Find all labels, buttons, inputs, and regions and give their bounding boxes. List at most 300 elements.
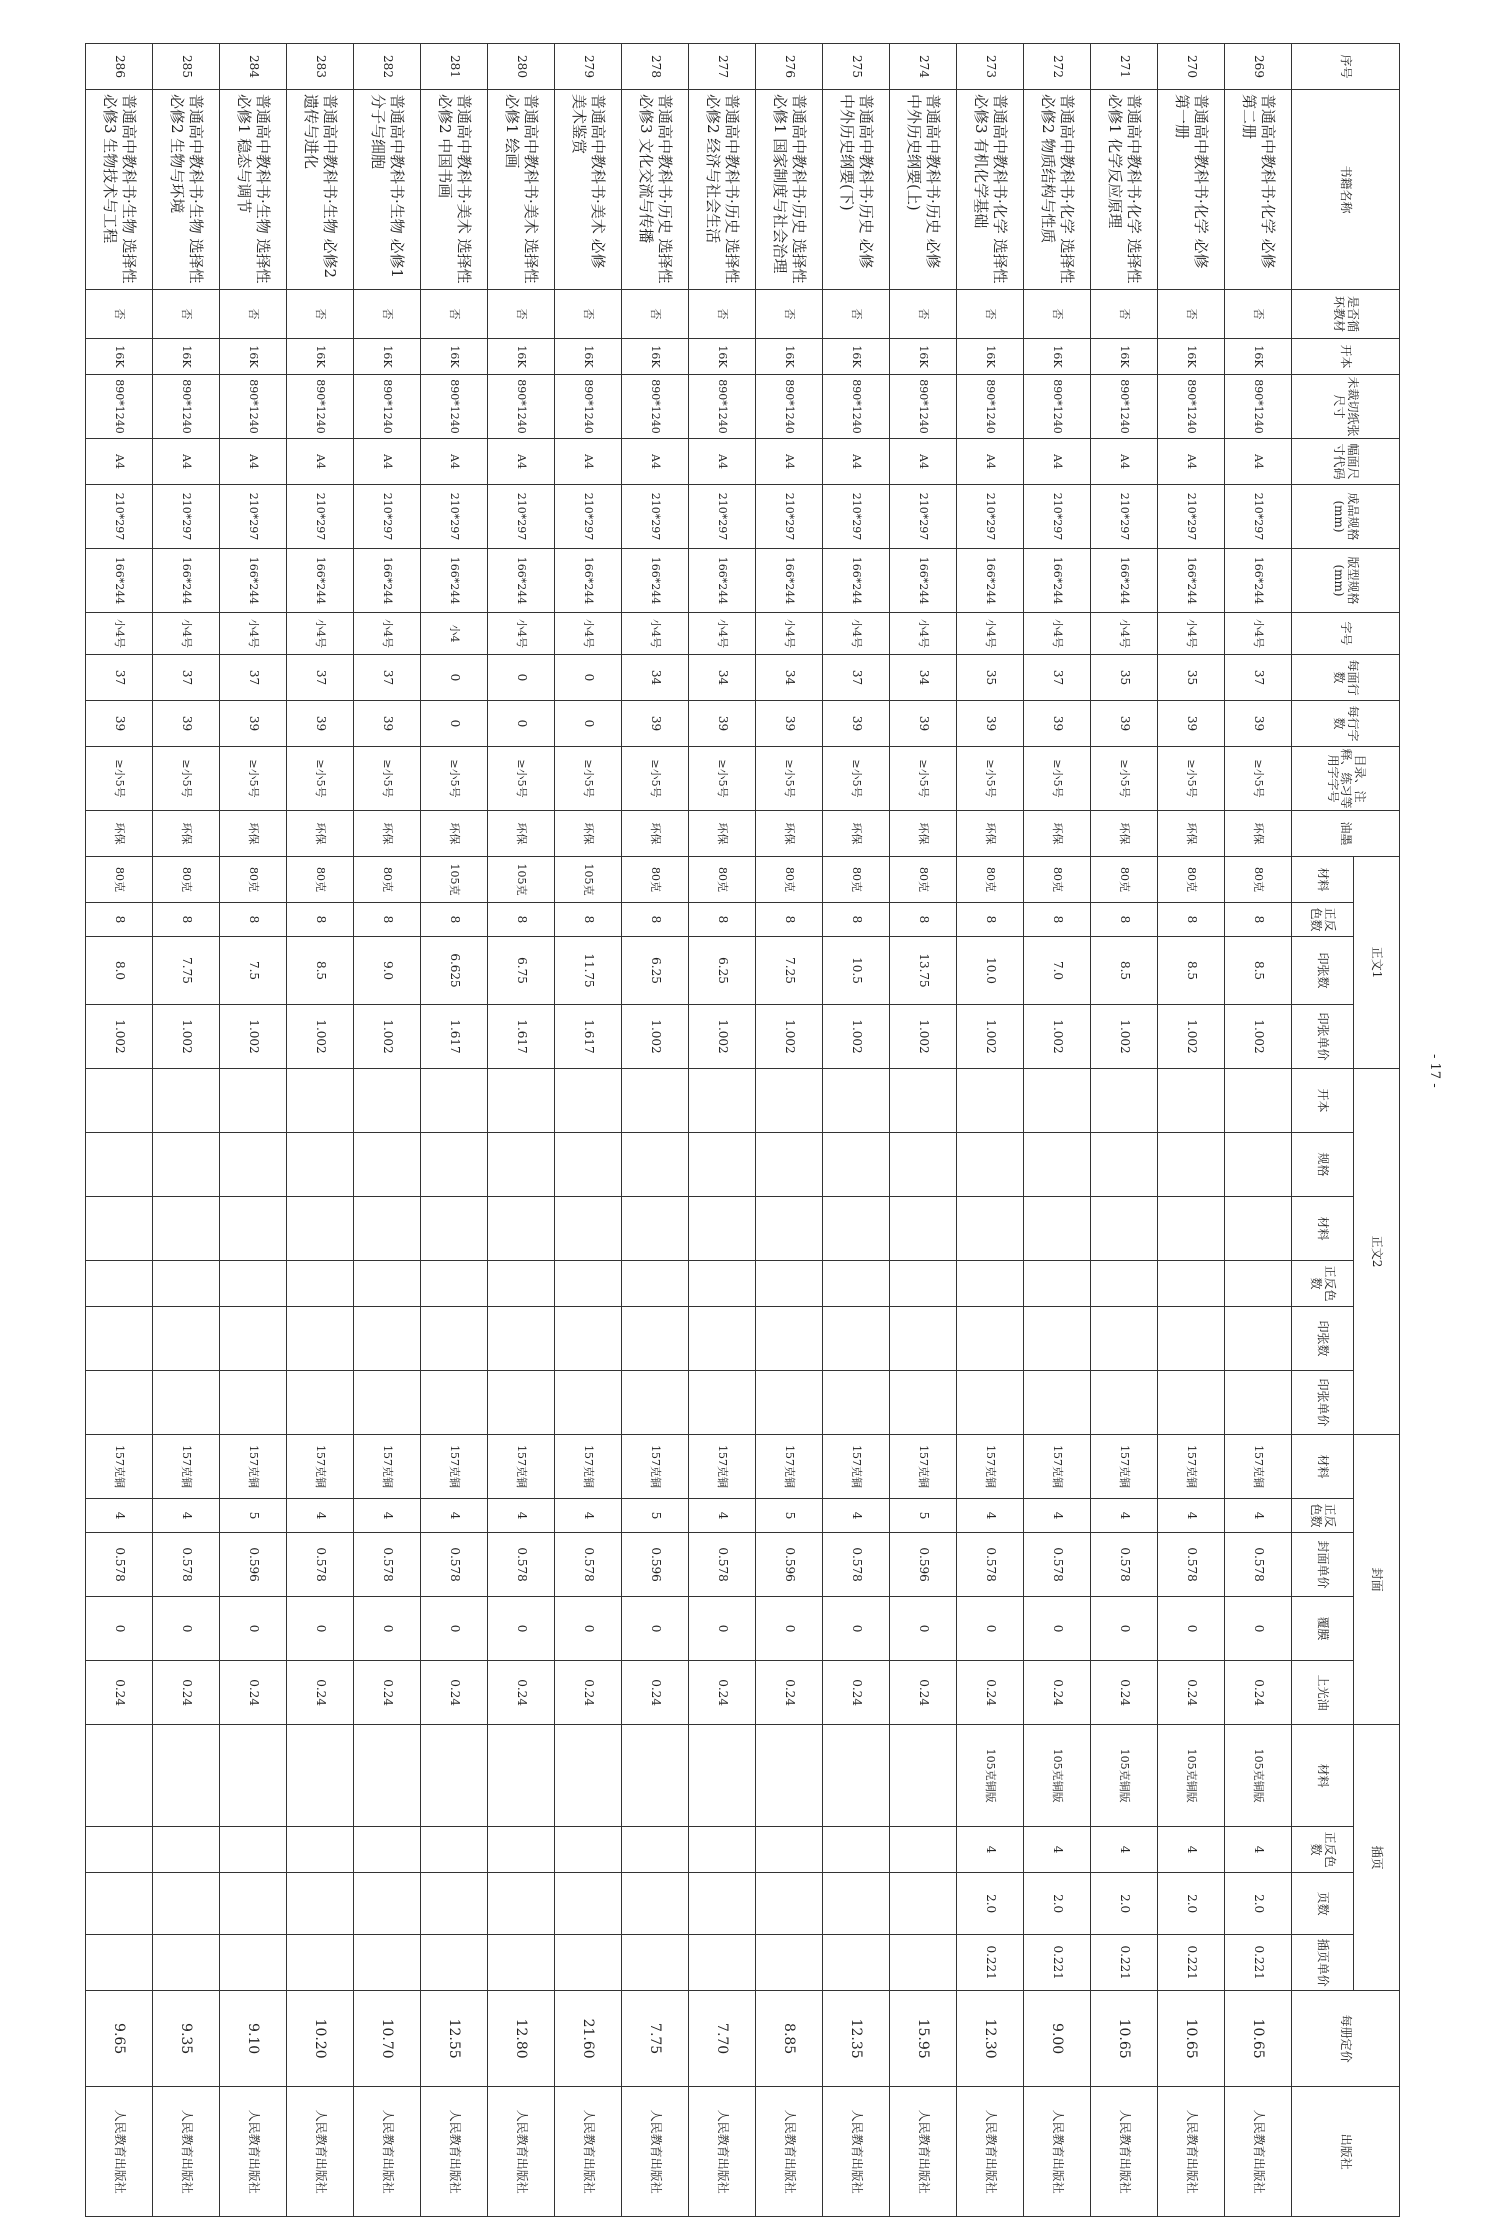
cell-ins-price <box>555 1935 622 1991</box>
cell-ins-price <box>689 1935 756 1991</box>
cell-b1-price: 1.002 <box>1158 1005 1225 1069</box>
cell-layout: 166*244 <box>354 549 421 613</box>
cell-ins-price <box>354 1935 421 1991</box>
cell-b1-price: 1.617 <box>488 1005 555 1069</box>
cell-name: 普通高中教科书·美术 必修 美术鉴赏 <box>555 90 622 290</box>
cell-body2-empty <box>823 1069 890 1133</box>
cell-chars: 39 <box>153 701 220 747</box>
cell-chars: 39 <box>1158 701 1225 747</box>
cell-price: 12.80 <box>488 1991 555 2087</box>
cell-notes-font: ≥小5号 <box>622 747 689 811</box>
cell-cv-price: 0.578 <box>287 1533 354 1597</box>
cell-cv-mat: 157克铜 <box>1091 1435 1158 1499</box>
cell-ins-mat <box>823 1725 890 1827</box>
cell-body2-empty <box>287 1069 354 1133</box>
cell-seq: 270 <box>1158 44 1225 90</box>
cell-cv-price: 0.578 <box>153 1533 220 1597</box>
cell-body2-empty <box>1024 1371 1091 1435</box>
cell-cv-film: 0 <box>622 1597 689 1661</box>
cell-b1-mat: 80克 <box>1225 857 1292 903</box>
cell-ink: 环保 <box>1158 811 1225 857</box>
col-header-price: 每册定价 <box>1292 1991 1400 2087</box>
cell-code: A4 <box>488 439 555 485</box>
cell-body2-empty <box>756 1197 823 1261</box>
cell-publisher: 人民教育出版社 <box>86 2087 153 2217</box>
cell-paper: 890*1240 <box>823 375 890 439</box>
cell-body2-empty <box>354 1069 421 1133</box>
cell-b1-sheets: 7.25 <box>756 937 823 1005</box>
cell-lines: 35 <box>957 655 1024 701</box>
cell-cv-price: 0.578 <box>354 1533 421 1597</box>
cell-ins-pages <box>287 1873 354 1935</box>
col-header-name: 书籍名称 <box>1292 90 1400 290</box>
cell-recycle: 否 <box>354 290 421 339</box>
cell-body2-empty <box>689 1197 756 1261</box>
table-row <box>1091 44 1158 2217</box>
cell-b1-sheets: 9.0 <box>354 937 421 1005</box>
cell-format: 16K <box>756 339 823 375</box>
cell-ins-pages <box>153 1873 220 1935</box>
cell-code: A4 <box>1158 439 1225 485</box>
cell-finished: 210*297 <box>890 485 957 549</box>
cell-code: A4 <box>689 439 756 485</box>
cell-b1-col: 8 <box>1158 903 1225 937</box>
cell-chars: 39 <box>957 701 1024 747</box>
cell-format: 16K <box>622 339 689 375</box>
cell-layout: 166*244 <box>957 549 1024 613</box>
cell-seq: 275 <box>823 44 890 90</box>
cell-body2-empty <box>86 1197 153 1261</box>
cell-body2-empty <box>1225 1261 1292 1307</box>
cell-price: 10.20 <box>287 1991 354 2087</box>
cell-ins-price <box>622 1935 689 1991</box>
cell-ins-mat <box>354 1725 421 1827</box>
cell-font: 小4号 <box>488 613 555 655</box>
cell-name: 普通高中教科书·生物 必修2 遗传与进化 <box>287 90 354 290</box>
cell-name: 普通高中教科书·生物 选择性必修3 生物技术与工程 <box>86 90 153 290</box>
cell-ins-pages: 2.0 <box>957 1873 1024 1935</box>
cell-body2-empty <box>957 1069 1024 1133</box>
sub-header-ins-pages: 页数 <box>1292 1873 1354 1935</box>
cell-publisher: 人民教育出版社 <box>354 2087 421 2217</box>
table-row <box>86 44 153 2217</box>
cell-b1-price: 1.002 <box>220 1005 287 1069</box>
cell-b1-col: 8 <box>287 903 354 937</box>
table-row <box>689 44 756 2217</box>
cell-b1-price: 1.002 <box>957 1005 1024 1069</box>
col-header-format: 开本 <box>1292 339 1400 375</box>
cell-b1-mat: 80克 <box>220 857 287 903</box>
table-row <box>555 44 622 2217</box>
cell-b1-sheets: 6.625 <box>421 937 488 1005</box>
cell-body2-empty <box>488 1307 555 1371</box>
cell-cv-mat: 157克铜 <box>1158 1435 1225 1499</box>
cell-ins-pages: 2.0 <box>1158 1873 1225 1935</box>
cell-price: 10.65 <box>1158 1991 1225 2087</box>
cell-cv-oil: 0.24 <box>421 1661 488 1725</box>
cell-body2-empty <box>488 1069 555 1133</box>
cell-publisher: 人民教育出版社 <box>823 2087 890 2217</box>
cell-ink: 环保 <box>823 811 890 857</box>
cell-ins-mat <box>555 1725 622 1827</box>
cell-publisher: 人民教育出版社 <box>220 2087 287 2217</box>
col-header-lines: 每面行数 <box>1292 655 1400 701</box>
cell-b1-sheets: 7.5 <box>220 937 287 1005</box>
cell-b1-col: 8 <box>220 903 287 937</box>
table-row <box>153 44 220 2217</box>
cell-recycle: 否 <box>823 290 890 339</box>
cell-body2-empty <box>957 1307 1024 1371</box>
cell-body2-empty <box>1024 1069 1091 1133</box>
cell-cv-oil: 0.24 <box>1158 1661 1225 1725</box>
cell-ins-mat <box>622 1725 689 1827</box>
cell-ins-col <box>86 1827 153 1873</box>
cell-format: 16K <box>287 339 354 375</box>
cell-ins-mat <box>890 1725 957 1827</box>
cell-b1-price: 1.002 <box>622 1005 689 1069</box>
cell-finished: 210*297 <box>1158 485 1225 549</box>
cell-paper: 890*1240 <box>1091 375 1158 439</box>
cell-body2-empty <box>555 1261 622 1307</box>
cell-body2-empty <box>555 1197 622 1261</box>
cell-code: A4 <box>1091 439 1158 485</box>
cell-format: 16K <box>890 339 957 375</box>
cell-publisher: 人民教育出版社 <box>1024 2087 1091 2217</box>
col-header-seq: 序号 <box>1292 44 1400 90</box>
cell-cv-col: 4 <box>823 1499 890 1533</box>
cell-layout: 166*244 <box>1225 549 1292 613</box>
cell-price: 12.35 <box>823 1991 890 2087</box>
cell-b1-sheets: 8.5 <box>1091 937 1158 1005</box>
header-row-top <box>1354 44 1400 2217</box>
cell-notes-font: ≥小5号 <box>756 747 823 811</box>
cell-b1-col: 8 <box>153 903 220 937</box>
table-row <box>488 44 555 2217</box>
cell-paper: 890*1240 <box>1158 375 1225 439</box>
cell-ink: 环保 <box>756 811 823 857</box>
cell-layout: 166*244 <box>287 549 354 613</box>
cell-recycle: 否 <box>153 290 220 339</box>
cell-cv-mat: 157克铜 <box>890 1435 957 1499</box>
group-header-insert: 插页 <box>1354 1725 1400 1991</box>
cell-ins-col: 4 <box>1024 1827 1091 1873</box>
cell-cv-mat: 157克铜 <box>354 1435 421 1499</box>
cell-b1-sheets: 6.25 <box>622 937 689 1005</box>
cell-cv-price: 0.578 <box>1158 1533 1225 1597</box>
cell-layout: 166*244 <box>220 549 287 613</box>
cell-b1-col: 8 <box>354 903 421 937</box>
cell-recycle: 否 <box>689 290 756 339</box>
cell-body2-empty <box>1225 1197 1292 1261</box>
cell-finished: 210*297 <box>1024 485 1091 549</box>
cell-notes-font: ≥小5号 <box>220 747 287 811</box>
textbook-spec-table-container <box>85 43 1400 2194</box>
cell-body2-empty <box>421 1371 488 1435</box>
cell-ins-col: 4 <box>1091 1827 1158 1873</box>
cell-format: 16K <box>1024 339 1091 375</box>
cell-cv-col: 4 <box>957 1499 1024 1533</box>
table-row <box>622 44 689 2217</box>
cell-seq: 278 <box>622 44 689 90</box>
cell-paper: 890*1240 <box>1024 375 1091 439</box>
cell-code: A4 <box>86 439 153 485</box>
cell-chars: 39 <box>890 701 957 747</box>
cell-cv-mat: 157克铜 <box>756 1435 823 1499</box>
cell-body2-empty <box>153 1371 220 1435</box>
cell-body2-empty <box>287 1197 354 1261</box>
cell-layout: 166*244 <box>488 549 555 613</box>
cell-b1-price: 1.002 <box>689 1005 756 1069</box>
table-row <box>220 44 287 2217</box>
cell-b1-sheets: 8.0 <box>86 937 153 1005</box>
cell-cv-oil: 0.24 <box>555 1661 622 1725</box>
cell-font: 小4号 <box>220 613 287 655</box>
cell-body2-empty <box>86 1069 153 1133</box>
cell-body2-empty <box>1158 1261 1225 1307</box>
cell-lines: 37 <box>86 655 153 701</box>
cell-recycle: 否 <box>622 290 689 339</box>
cell-body2-empty <box>1091 1197 1158 1261</box>
cell-cv-oil: 0.24 <box>1024 1661 1091 1725</box>
cell-seq: 276 <box>756 44 823 90</box>
cell-body2-empty <box>153 1133 220 1197</box>
cell-body2-empty <box>756 1261 823 1307</box>
sub-header-b2-sheet-price: 印张单价 <box>1292 1371 1354 1435</box>
cell-font: 小4号 <box>622 613 689 655</box>
cell-body2-empty <box>153 1069 220 1133</box>
cell-body2-empty <box>1091 1069 1158 1133</box>
cell-ins-mat: 105克铜版 <box>1091 1725 1158 1827</box>
cell-b1-sheets: 10.5 <box>823 937 890 1005</box>
cell-ins-col: 4 <box>1158 1827 1225 1873</box>
cell-publisher: 人民教育出版社 <box>689 2087 756 2217</box>
cell-cv-col: 4 <box>153 1499 220 1533</box>
cell-seq: 280 <box>488 44 555 90</box>
cell-body2-empty <box>153 1197 220 1261</box>
cell-chars: 39 <box>823 701 890 747</box>
cell-ins-price <box>86 1935 153 1991</box>
cell-b1-col: 8 <box>957 903 1024 937</box>
cell-finished: 210*297 <box>153 485 220 549</box>
cell-font: 小4号 <box>1225 613 1292 655</box>
cell-cv-price: 0.596 <box>622 1533 689 1597</box>
cell-name: 普通高中教科书·化学 选择性必修3 有机化学基础 <box>957 90 1024 290</box>
cell-layout: 166*244 <box>1091 549 1158 613</box>
cell-paper: 890*1240 <box>555 375 622 439</box>
group-header-body2: 正文2 <box>1354 1069 1400 1435</box>
cell-finished: 210*297 <box>957 485 1024 549</box>
cell-lines: 34 <box>890 655 957 701</box>
cell-cv-col: 5 <box>220 1499 287 1533</box>
cell-font: 小4号 <box>1091 613 1158 655</box>
cell-cv-col: 4 <box>421 1499 488 1533</box>
textbook-spec-table <box>85 43 1400 2217</box>
cell-finished: 210*297 <box>689 485 756 549</box>
cell-paper: 890*1240 <box>689 375 756 439</box>
cell-body2-empty <box>957 1197 1024 1261</box>
cell-seq: 272 <box>1024 44 1091 90</box>
cell-font: 小4号 <box>1158 613 1225 655</box>
cell-code: A4 <box>1225 439 1292 485</box>
cell-cv-col: 4 <box>1024 1499 1091 1533</box>
cell-layout: 166*244 <box>86 549 153 613</box>
cell-price: 9.65 <box>86 1991 153 2087</box>
col-header-paper-size: 未裁切纸张尺寸 <box>1292 375 1400 439</box>
cell-b1-mat: 80克 <box>1158 857 1225 903</box>
cell-cv-film: 0 <box>1158 1597 1225 1661</box>
cell-ink: 环保 <box>488 811 555 857</box>
cell-body2-empty <box>421 1261 488 1307</box>
cell-ins-mat <box>153 1725 220 1827</box>
cell-name: 普通高中教科书·历史 选择性必修3 文化交流与传播 <box>622 90 689 290</box>
cell-b1-sheets: 8.5 <box>1158 937 1225 1005</box>
cell-b1-col: 8 <box>86 903 153 937</box>
cell-ins-pages <box>823 1873 890 1935</box>
cell-ins-col <box>555 1827 622 1873</box>
table-row <box>354 44 421 2217</box>
cell-body2-empty <box>488 1261 555 1307</box>
cell-body2-empty <box>957 1261 1024 1307</box>
cell-recycle: 否 <box>220 290 287 339</box>
cell-cv-mat: 157克铜 <box>153 1435 220 1499</box>
cell-ins-mat <box>421 1725 488 1827</box>
cell-notes-font: ≥小5号 <box>555 747 622 811</box>
table-row <box>1225 44 1292 2217</box>
cell-cv-col: 5 <box>890 1499 957 1533</box>
cell-cv-price: 0.578 <box>488 1533 555 1597</box>
cell-ins-mat: 105克铜版 <box>1158 1725 1225 1827</box>
cell-price: 21.60 <box>555 1991 622 2087</box>
cell-b1-sheets: 11.75 <box>555 937 622 1005</box>
cell-code: A4 <box>622 439 689 485</box>
cell-format: 16K <box>354 339 421 375</box>
cell-publisher: 人民教育出版社 <box>1225 2087 1292 2217</box>
cell-lines: 37 <box>823 655 890 701</box>
cell-font: 小4号 <box>1024 613 1091 655</box>
cell-chars: 39 <box>287 701 354 747</box>
cell-cv-price: 0.578 <box>689 1533 756 1597</box>
cell-publisher: 人民教育出版社 <box>488 2087 555 2217</box>
cell-code: A4 <box>957 439 1024 485</box>
cell-body2-empty <box>890 1133 957 1197</box>
cell-seq: 282 <box>354 44 421 90</box>
cell-b1-price: 1.002 <box>890 1005 957 1069</box>
cell-ins-price: 0.221 <box>1024 1935 1091 1991</box>
cell-body2-empty <box>421 1069 488 1133</box>
sub-header-b1-material: 材料 <box>1292 857 1354 903</box>
cell-b1-col: 8 <box>823 903 890 937</box>
cell-chars: 39 <box>689 701 756 747</box>
cell-b1-mat: 105克 <box>421 857 488 903</box>
cell-name: 普通高中教科书·化学 必修 第二册 <box>1225 90 1292 290</box>
cell-finished: 210*297 <box>622 485 689 549</box>
cell-name: 普通高中教科书·美术 选择性必修1 绘画 <box>488 90 555 290</box>
cell-ink: 环保 <box>622 811 689 857</box>
cell-font: 小4号 <box>555 613 622 655</box>
cell-paper: 890*1240 <box>153 375 220 439</box>
cell-cv-price: 0.596 <box>220 1533 287 1597</box>
cell-b1-col: 8 <box>689 903 756 937</box>
cell-b1-col: 8 <box>890 903 957 937</box>
cell-ins-mat <box>287 1725 354 1827</box>
cell-recycle: 否 <box>1024 290 1091 339</box>
cell-cv-oil: 0.24 <box>287 1661 354 1725</box>
cell-price: 9.00 <box>1024 1991 1091 2087</box>
cell-ins-col <box>488 1827 555 1873</box>
cell-ins-price: 0.221 <box>1091 1935 1158 1991</box>
cell-body2-empty <box>1091 1371 1158 1435</box>
cell-body2-empty <box>220 1197 287 1261</box>
cell-body2-empty <box>756 1371 823 1435</box>
cell-body2-empty <box>689 1261 756 1307</box>
table-body <box>86 44 1292 2217</box>
cell-code: A4 <box>1024 439 1091 485</box>
table-row <box>287 44 354 2217</box>
cell-publisher: 人民教育出版社 <box>287 2087 354 2217</box>
cell-finished: 210*297 <box>220 485 287 549</box>
cell-body2-empty <box>890 1307 957 1371</box>
cell-recycle: 否 <box>555 290 622 339</box>
cell-b1-sheets: 8.5 <box>287 937 354 1005</box>
sub-header-ins-material: 材料 <box>1292 1725 1354 1827</box>
cell-layout: 166*244 <box>890 549 957 613</box>
cell-finished: 210*297 <box>354 485 421 549</box>
cell-b1-col: 8 <box>421 903 488 937</box>
cell-body2-empty <box>421 1133 488 1197</box>
cell-body2-empty <box>421 1197 488 1261</box>
cell-cv-col: 5 <box>622 1499 689 1533</box>
cell-cv-price: 0.596 <box>756 1533 823 1597</box>
cell-ins-price <box>220 1935 287 1991</box>
cell-ins-pages <box>689 1873 756 1935</box>
cell-chars: 39 <box>86 701 153 747</box>
cell-body2-empty <box>555 1069 622 1133</box>
cell-cv-mat: 157克铜 <box>421 1435 488 1499</box>
table-row <box>823 44 890 2217</box>
cell-ins-mat <box>689 1725 756 1827</box>
cell-b1-col: 8 <box>555 903 622 937</box>
cell-font: 小4号 <box>287 613 354 655</box>
cell-body2-empty <box>1158 1307 1225 1371</box>
cell-body2-empty <box>890 1069 957 1133</box>
cell-format: 16K <box>823 339 890 375</box>
cell-notes-font: ≥小5号 <box>1225 747 1292 811</box>
cell-lines: 0 <box>555 655 622 701</box>
cell-cv-price: 0.596 <box>890 1533 957 1597</box>
cell-format: 16K <box>555 339 622 375</box>
cell-finished: 210*297 <box>823 485 890 549</box>
cell-cv-col: 5 <box>756 1499 823 1533</box>
cell-recycle: 否 <box>1225 290 1292 339</box>
cell-body2-empty <box>86 1261 153 1307</box>
cell-cv-mat: 157克铜 <box>823 1435 890 1499</box>
cell-ink: 环保 <box>1024 811 1091 857</box>
cell-ins-mat <box>488 1725 555 1827</box>
cell-code: A4 <box>153 439 220 485</box>
cell-ins-price: 0.221 <box>1158 1935 1225 1991</box>
cell-publisher: 人民教育出版社 <box>957 2087 1024 2217</box>
cell-layout: 166*244 <box>756 549 823 613</box>
cell-body2-empty <box>555 1307 622 1371</box>
cell-recycle: 否 <box>756 290 823 339</box>
cell-body2-empty <box>622 1307 689 1371</box>
cell-paper: 890*1240 <box>86 375 153 439</box>
cell-body2-empty <box>1158 1371 1225 1435</box>
cell-price: 9.10 <box>220 1991 287 2087</box>
cell-font: 小4号 <box>354 613 421 655</box>
cell-price: 10.65 <box>1091 1991 1158 2087</box>
sub-header-cv-lamination: 覆膜 <box>1292 1597 1354 1661</box>
